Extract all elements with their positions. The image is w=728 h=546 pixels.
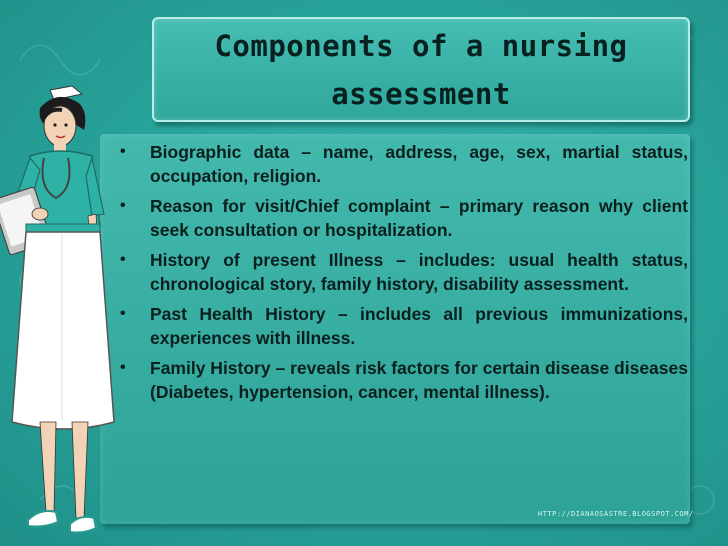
nurse-illustration (0, 84, 118, 546)
bullet-glyph: • (120, 359, 126, 376)
bullet-text: Biographic data – name, address, age, sex, martial status, occupation, religion. (150, 142, 688, 186)
bullet-item (108, 248, 688, 296)
slide-title: Components of a nursing assessment (214, 28, 628, 111)
bullet-text: Reason for visit/Chief complaint – primary reason why client seek consultation or hospitalization. (150, 196, 688, 240)
bullet-text: Family History – reveals risk factors for certain disease diseases (Diabetes, hypertension, cancer, mental illness). (150, 358, 688, 402)
bullet-glyph: • (120, 251, 126, 268)
bullet-glyph: • (120, 143, 126, 160)
bullet-glyph: • (120, 197, 126, 214)
bullet-item (108, 356, 688, 404)
title-box (152, 17, 690, 122)
blog-credit: HTTP://DIANAOSASTRE.BLOGSPOT.COM/ (538, 510, 694, 518)
bullet-glyph: • (120, 305, 126, 322)
bullet-item (108, 140, 688, 188)
bullet-text: History of present Illness – includes: usual health status, chronological story, family history, disability assessment. (150, 250, 688, 294)
bullet-list (108, 140, 688, 410)
bullet-item (108, 194, 688, 242)
bullet-item (108, 302, 688, 350)
bullet-text: Past Health History – includes all previous immunizations, experiences with illness. (150, 304, 688, 348)
